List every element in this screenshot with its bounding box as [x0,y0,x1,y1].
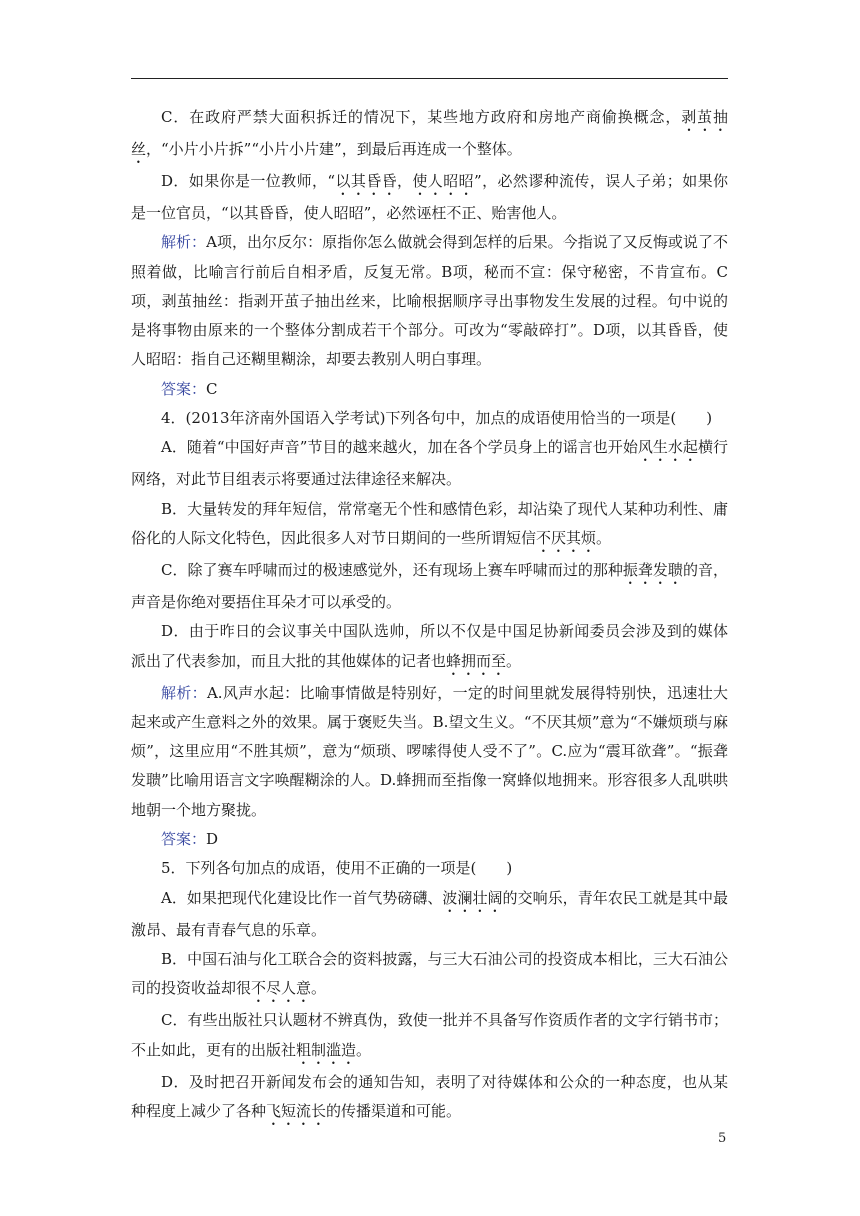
text-run: 的交响乐，青年农民工就是其中最激昂、最有青春气息的乐章。 [131,888,728,939]
text-run: 的传播渠道和可能。 [326,1101,462,1120]
text-run: A．如果把现代化建设比作一首气势磅礴、 [161,888,443,907]
text-run: ，“小片小片拆”“小片小片建”，到最后再连成一个整体。 [146,140,522,158]
paragraph [131,825,728,854]
paragraph [131,1006,728,1067]
paragraph [131,375,728,404]
emphasized-idiom: 粗制滥造 [296,1040,357,1059]
emphasized-idiom: 剥茧抽丝 [131,108,728,158]
text-run: D．及时把召开新闻发布会的通知告知，表明了对待媒体和公众的一种态度，也从某种程度上减少了各种 [131,1072,728,1120]
emphasized-idiom: 振聋发聩 [622,560,683,579]
emphasized-idiom: 飞短流长 [266,1101,327,1120]
text-run: C．有些出版社只认题材不辨真伪，致使一批并不具备写作资质作者的文字行销书市；不止如此，更有的出版社 [131,1011,728,1059]
paragraph [131,556,728,617]
paragraph [131,404,728,433]
text-run: B．大量转发的拜年短信，常常毫无个性和感情色彩，却沾染了现代人某种功利性、庸俗化的人际文化特色，因此很多人对节日期间的一些所谓短信 [131,499,728,547]
text-run: C [206,379,218,398]
paragraph [131,228,728,374]
emphasized-idiom: 不尽人意 [251,979,312,998]
page-number: 5 [718,1131,727,1146]
paragraph [131,884,728,945]
text-run: 。 [596,528,612,547]
text-run: C．在政府严禁大面积拆迁的情况下，某些地方政府和房地产商偷换概念， [161,108,682,126]
text-run: 。 [506,651,522,670]
text-run: A.风声水起：比喻事情做是特别好，一定的时间里就发展得特别快，迅速壮大起来或产生意料之外的效果。属于褒贬失当。B.望文生义。“不厌其烦”意为“不嫌烦琐与麻烦”，这里应用“不胜其烦”，意为“烦琐、啰嗦得使人受不了”。C.应为“震耳欲聋”。“振聋发聩”比喻用语言文字唤醒糊涂的人。D.蜂拥而至指像一窝蜂似地拥来。形容很多人乱哄哄地朝一个地方聚拢。 [131,683,728,819]
text-run: A项，出尔反尔：原指你怎么做就会得到怎样的后果。今指说了又反悔或说了不照着做，比喻言行前后自相矛盾，反复无常。B项，秘而不宣：保守秘密，不肯宣布。C项，剥茧抽丝：指剥开茧子抽出丝来，比喻根据顺序寻出事物发生发展的过程。句中说的是将事物由原来的一个整体分割成若干个部分。可改为“零敲碎打”。D项，以其昏昏，使人昭昭：指自己还糊里糊涂，却要去教别人明白事理。 [131,233,728,369]
paragraph [131,945,728,1006]
answer-label: 解析： [161,683,207,702]
paragraph [131,103,728,167]
paragraph [131,854,728,883]
paragraph [131,495,728,556]
text-run: B．中国石油与化工联合会的资料披露，与三大石油公司的投资成本相比，三大石油公司的投资收益却很 [131,949,728,998]
emphasized-idiom: 风生水起 [637,438,698,457]
text-run: D．由于昨日的会议事关中国队选帅，所以不仅是中国足协新闻委员会涉及到的媒体派出了代表参加，而且大批的其他媒体的记者也 [131,622,728,670]
emphasized-idiom: 不厌其烦 [536,528,597,547]
emphasized-idiom: 波澜壮阔 [442,888,503,907]
paragraph [131,433,728,494]
answer-label: 答案： [161,379,207,398]
answer-label: 解析： [161,233,207,252]
paragraph [131,167,728,228]
text-run: 横行网络，对此节目组表示将要通过法律途径来解决。 [131,438,728,489]
paragraph [131,617,728,678]
text-run: ”，必然谬种流传，误人子弟；如果你是一位官员，“以其昏昏，使人昭昭”，必然诬枉不正、贻害他人。 [131,172,728,222]
text-run: 。 [356,1040,372,1059]
text-run: 5．下列各句加点的成语，使用不正确的一项是( ) [161,859,513,878]
text-run: D [206,830,219,849]
text-run: D．如果你是一位教师，“ [161,172,336,190]
text-run: C．除了赛车呼啸而过的极速感觉外，还有现场上赛车呼啸而过的那种 [161,560,623,579]
header-rule [131,78,728,79]
text-run: 的音，声音是你绝对要捂住耳朵才可以承受的。 [131,560,728,611]
emphasized-idiom: 以其昏昏，使人昭昭 [335,172,474,190]
answer-label: 答案： [161,830,207,849]
emphasized-idiom: 蜂拥而至 [446,651,507,670]
page-body [131,103,728,1129]
paragraph [131,1068,728,1129]
text-run: 。 [311,979,327,998]
paragraph [131,679,728,825]
text-run: 4．(2013年济南外国语入学考试)下列各句中，加点的成语使用恰当的一项是( ) [161,409,713,428]
text-run: A．随着“中国好声音”节目的越来越火，加在各个学员身上的谣言也开始 [161,438,638,457]
